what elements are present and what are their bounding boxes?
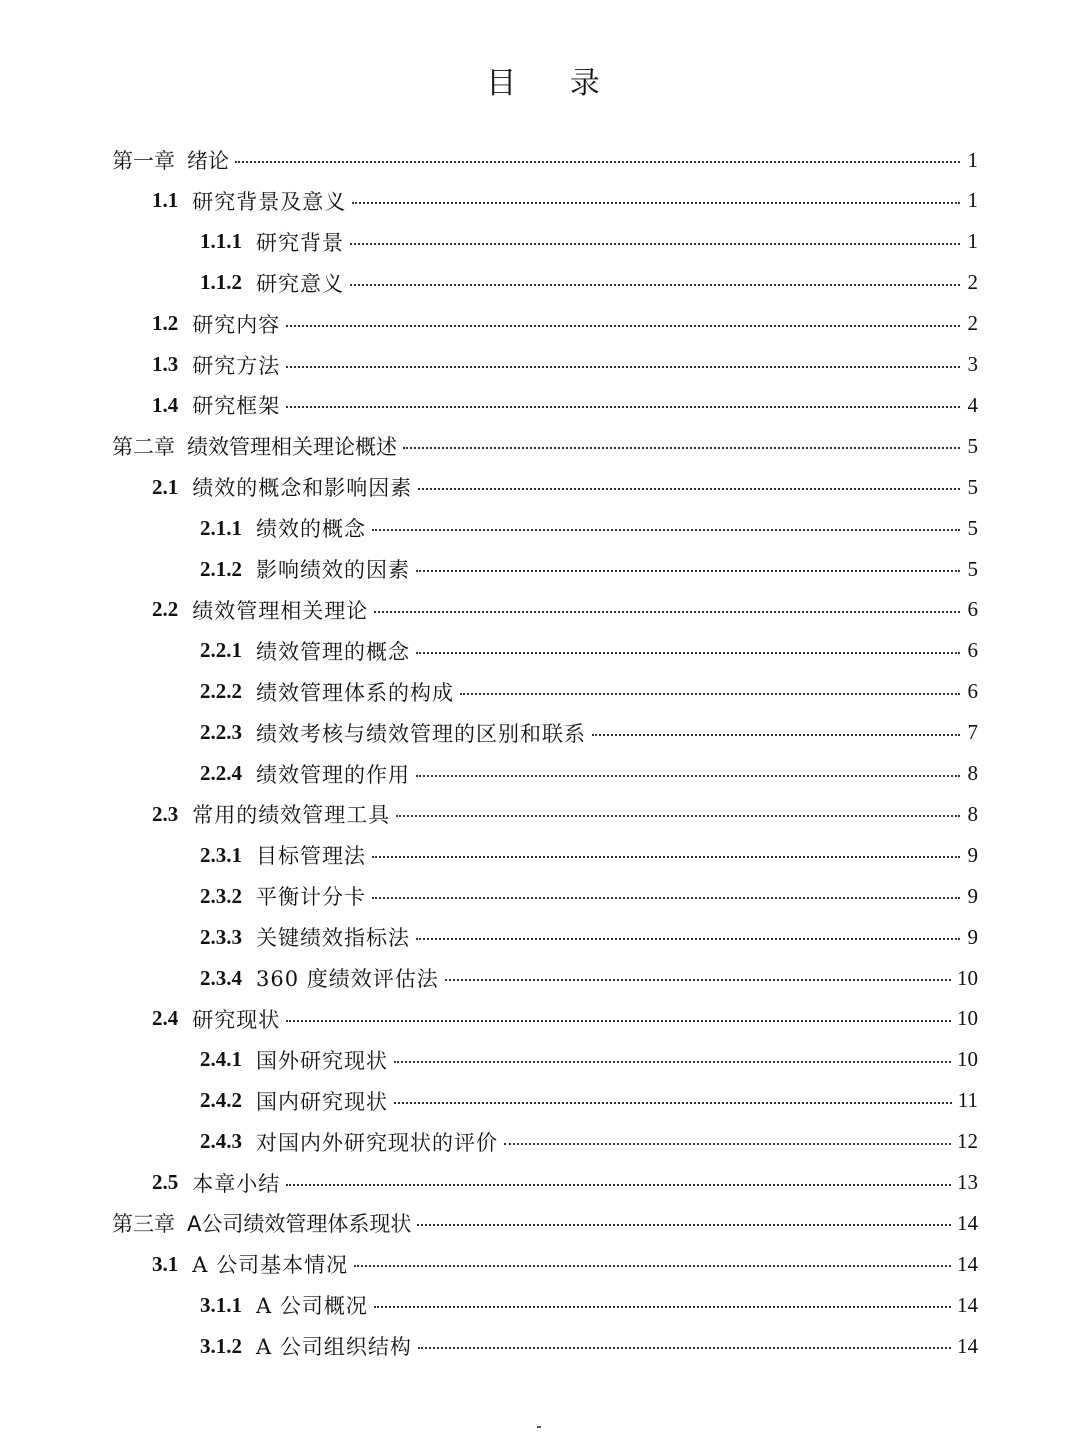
toc-entry-title: 关键绩效指标法	[256, 926, 410, 951]
toc-entry-number: 1.1.2	[200, 270, 242, 295]
toc-dot-leader	[354, 1265, 951, 1267]
toc-entry-number: 2.2.2	[200, 679, 242, 704]
toc-entry-title: A 公司组织结构	[256, 1335, 412, 1360]
toc-entry[interactable]	[112, 1203, 978, 1243]
toc-entry-title: 绩效管理相关理论	[192, 598, 369, 623]
toc-entry-title: 绩效管理体系的构成	[256, 680, 454, 705]
toc-entry-title: 研究背景	[256, 230, 344, 255]
toc-entry[interactable]	[200, 508, 978, 548]
toc-entry-page: 4	[967, 392, 978, 417]
toc-entry[interactable]	[152, 999, 978, 1039]
toc-entry-page: 13	[957, 1170, 978, 1194]
toc-entry-page: 12	[957, 1129, 978, 1154]
page-footer-mark	[537, 1426, 541, 1428]
toc-entry-number: 2.3.3	[200, 924, 242, 949]
toc-entry-page: 9	[967, 924, 978, 949]
toc-entry-title: 研究现状	[192, 1007, 281, 1032]
toc-entry[interactable]	[200, 1081, 978, 1121]
toc-entry[interactable]	[152, 385, 978, 425]
toc-entry[interactable]	[112, 140, 978, 180]
toc-entry-page: 5	[967, 433, 978, 458]
toc-entry-number: 2.4.3	[200, 1129, 242, 1154]
toc-entry-number: 2.2.4	[200, 761, 242, 785]
toc-entry[interactable]	[200, 1285, 978, 1325]
toc-entry[interactable]	[200, 549, 978, 589]
toc-entry-title: A 公司概况	[256, 1294, 368, 1319]
toc-entry-page: 14	[957, 1333, 978, 1358]
toc-entry-number: 2.3	[152, 801, 179, 826]
toc-dot-leader	[372, 856, 960, 858]
toc-entry-title: 绩效的概念和影响因素	[192, 476, 413, 501]
toc-dot-leader	[374, 1306, 951, 1308]
toc-entry-number: 2.4.2	[200, 1088, 242, 1113]
toc-dot-leader	[286, 1020, 951, 1022]
toc-dot-leader	[235, 161, 960, 163]
toc-dot-leader	[592, 734, 960, 736]
toc-entry-number: 2.3.2	[200, 883, 242, 908]
toc-entry-page: 5	[967, 515, 978, 540]
toc-entry-title: 绩效的概念	[256, 517, 366, 542]
toc-entry[interactable]	[152, 181, 978, 221]
toc-entry-title: 平衡计分卡	[256, 885, 366, 910]
toc-entry-page: 8	[967, 761, 978, 785]
toc-entry[interactable]	[152, 794, 978, 834]
toc-entry[interactable]	[200, 1122, 978, 1162]
toc-dot-leader	[504, 1143, 951, 1145]
toc-entry-page: 10	[957, 965, 978, 990]
toc-entry[interactable]	[200, 835, 978, 875]
toc-entry-page: 14	[957, 1251, 978, 1276]
toc-dot-leader	[418, 488, 960, 490]
toc-dot-leader	[352, 202, 960, 204]
toc-dot-leader	[286, 406, 960, 408]
toc-entry[interactable]	[200, 631, 978, 671]
toc-entry-number: 第一章	[112, 149, 175, 173]
toc-entry-number: 2.3.1	[200, 842, 242, 867]
toc-entry-title: A 公司基本情况	[192, 1253, 349, 1278]
toc-entry-number: 1.1.1	[200, 229, 242, 254]
toc-dot-leader	[394, 1102, 952, 1104]
toc-entry-number: 2.3.4	[200, 965, 242, 990]
toc-entry[interactable]	[200, 917, 978, 957]
toc-dot-leader	[418, 1347, 951, 1349]
toc-dot-leader	[286, 366, 960, 368]
toc-entry-page: 2	[967, 270, 978, 295]
toc-entry-title: 绩效管理的作用	[256, 762, 410, 787]
toc-entry[interactable]	[152, 1244, 978, 1284]
toc-entry-page: 2	[967, 311, 978, 336]
toc-entry-page: 6	[967, 638, 978, 663]
toc-entry-page: 1	[967, 147, 978, 172]
page-title: 目 录	[486, 66, 622, 101]
toc-entry-page: 5	[967, 556, 978, 581]
toc-entry[interactable]	[200, 754, 978, 794]
toc-entry-page: 9	[967, 842, 978, 867]
toc-dot-leader	[403, 447, 960, 449]
toc-entry[interactable]	[200, 672, 978, 712]
toc-entry-page: 6	[967, 679, 978, 704]
toc-entry-number: 2.1.2	[200, 556, 242, 581]
toc-entry[interactable]	[152, 304, 978, 344]
toc-entry-title: 绩效管理相关理论概述	[187, 435, 397, 460]
toc-entry-title: 国内研究现状	[256, 1089, 388, 1114]
toc-entry[interactable]	[200, 1326, 978, 1366]
toc-dot-leader	[445, 979, 951, 981]
toc-entry-number: 2.2.3	[200, 720, 242, 745]
toc-entry-page: 1	[967, 229, 978, 254]
toc-entry-number: 3.1.1	[200, 1292, 242, 1317]
toc-entry-number: 2.2	[152, 597, 179, 622]
toc-entry-title: 目标管理法	[256, 844, 366, 869]
toc-entry-number: 第三章	[112, 1212, 175, 1237]
toc-entry-title: 对国内外研究现状的评价	[256, 1130, 498, 1155]
toc-entry-number: 1.1	[152, 188, 179, 213]
toc-dot-leader	[416, 775, 960, 777]
toc-entry-number: 第二章	[112, 435, 175, 460]
toc-dot-leader	[350, 243, 960, 245]
toc-entry[interactable]	[200, 1040, 978, 1080]
toc-entry-number: 2.1	[152, 474, 179, 499]
toc-entry-number: 2.4	[152, 1006, 179, 1031]
toc-entry[interactable]	[152, 590, 978, 630]
toc-entry-page: 3	[967, 352, 978, 376]
toc-dot-leader	[416, 570, 960, 572]
toc-entry[interactable]	[152, 467, 978, 507]
toc-entry-title: 绩效考核与绩效管理的区别和联系	[256, 721, 586, 746]
toc-dot-leader	[460, 693, 960, 695]
toc-entry-number: 2.5	[152, 1170, 179, 1194]
toc-dot-leader	[396, 815, 960, 817]
toc-entry-page: 10	[957, 1047, 978, 1072]
toc-entry-page: 14	[957, 1292, 978, 1317]
toc-entry-title: 常用的绩效管理工具	[192, 803, 391, 828]
toc-entry-title: 360 度绩效评估法	[256, 967, 439, 991]
toc-entry[interactable]	[152, 1163, 978, 1203]
toc-entry-title: 研究意义	[256, 271, 344, 296]
toc-entry-title: A公司绩效管理体系现状	[187, 1212, 412, 1237]
toc-entry-number: 1.2	[152, 311, 179, 336]
toc-entry-number: 2.4.1	[200, 1047, 242, 1072]
toc-entry-page: 8	[967, 801, 978, 826]
toc-entry-title: 研究方法	[192, 353, 281, 378]
toc-entry[interactable]	[200, 222, 978, 262]
toc-entry[interactable]	[200, 713, 978, 753]
toc-entry-page: 9	[967, 883, 978, 908]
toc-entry-title: 国外研究现状	[256, 1048, 388, 1073]
toc-entry-page: 14	[957, 1210, 978, 1235]
toc-entry-title: 影响绩效的因素	[256, 558, 410, 582]
toc-entry-title: 绩效管理的概念	[256, 639, 410, 664]
toc-entry[interactable]	[200, 876, 978, 916]
toc-dot-leader	[350, 284, 960, 286]
toc-dot-leader	[374, 611, 960, 613]
toc-dot-leader	[416, 938, 960, 940]
toc-entry-number: 1.4	[152, 392, 179, 417]
toc-entry-number: 3.1.2	[200, 1333, 242, 1358]
toc-entry-number: 2.1.1	[200, 515, 242, 540]
toc-dot-leader	[416, 652, 960, 654]
toc-entry-page: 11	[957, 1088, 978, 1113]
toc-dot-leader	[372, 897, 960, 899]
toc-entry-page: 10	[957, 1006, 978, 1031]
toc-dot-leader	[286, 325, 960, 327]
toc-dot-leader	[394, 1061, 951, 1063]
toc-dot-leader	[372, 529, 960, 531]
toc-entry-number: 3.1	[152, 1251, 179, 1276]
toc-entry[interactable]	[200, 263, 978, 303]
toc-entry[interactable]	[112, 426, 978, 466]
toc-entry-title: 本章小结	[192, 1171, 281, 1196]
toc-entry-number: 1.3	[152, 352, 179, 376]
toc-entry-page: 1	[967, 188, 978, 213]
toc-entry-title: 研究内容	[192, 312, 281, 337]
toc-entry-title: 绪论	[187, 149, 229, 173]
toc-entry-page: 6	[967, 597, 978, 622]
toc-entry[interactable]	[200, 958, 978, 998]
toc-dot-leader	[286, 1184, 951, 1186]
toc-entry-number: 2.2.1	[200, 638, 242, 663]
toc-entry-page: 7	[967, 720, 978, 745]
toc-entry[interactable]	[152, 345, 978, 385]
toc-entry-title: 研究框架	[192, 394, 281, 419]
toc-dot-leader	[417, 1224, 951, 1226]
toc-entry-page: 5	[967, 474, 978, 499]
toc-entry-title: 研究背景及意义	[192, 189, 347, 214]
